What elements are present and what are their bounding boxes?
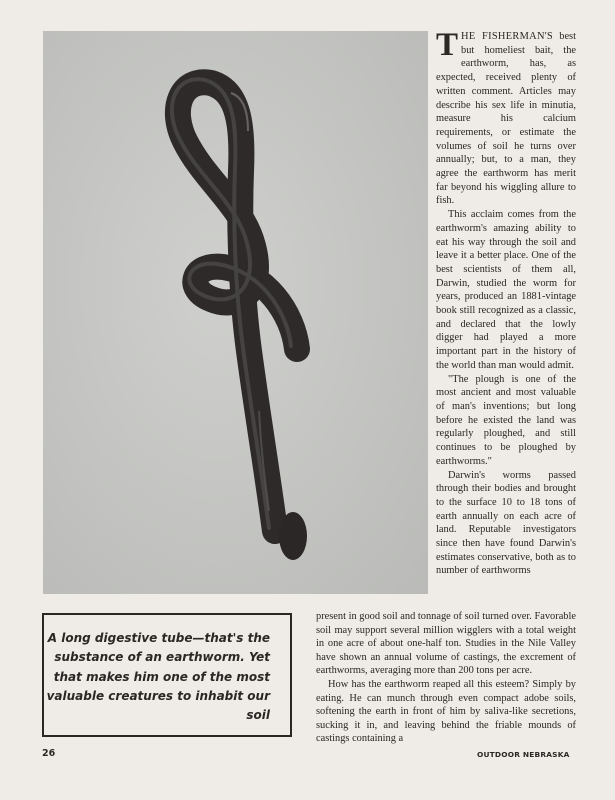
article-paragraph-4-bottom: present in good soil and tonnage of soil turned over. Favorable soil may support several million wigglers with a total weight in one acre of about one-half ton. Studies in the Nile Valley have shown an annual volume of castings, the excrement of earthworms, averaging more than 200 tons per acre. bbox=[316, 611, 576, 677]
article-paragraph-5: How has the earthworm reaped all this esteem? Simply by eating. He can munch through even compact adobe soils, softening the earth in front of him by saliva-like secretions, sucking it in, and leaving behind the friable mounds of castings containing a bbox=[316, 678, 576, 745]
article-paragraph-3: "The plough is one of the most ancient and most valuable of man's inventions; but long before he existed the land was regularly ploughed, and still continues to be ploughed by earthworms." bbox=[436, 373, 576, 467]
article-paragraph-4-top: Darwin's worms passed through their bodies and brought to the surface 10 to 18 tons of earth annually on each acre of land. Reputable investigators since then have found Darwin's estimates conservative, both as to number of earthworms bbox=[436, 469, 576, 577]
magazine-title: OUTDOOR NEBRASKA bbox=[477, 750, 570, 759]
article-paragraph-2: This acclaim comes from the earthworm's amazing ability to eat his way through the soil and leave it a better place. One of the best scientists of them all, Darwin, studied the worm for years, produced an 1881-vintage book still recognized as a classic, and declared that the lowly digger had played a more important part in the history of the world than man would admit. bbox=[436, 209, 576, 371]
drop-cap: T bbox=[436, 27, 459, 63]
paragraph-1-rest: best but homeliest bait, the earthworm, has, as expected, received plenty of written comment. Articles may describe his sex life in minutia, measure his calcium requirements, or estimate the volumes of soil he turns over annually; but, to a man, they agree the earthworm has merit far beyond his wiggling allure to fish. bbox=[436, 31, 576, 207]
article-column-right bbox=[436, 27, 576, 578]
earthworm-photo bbox=[43, 31, 428, 594]
photo-caption: A long digestive tube—that's the substance of an earthworm. Yet that makes him one of the most valuable creatures to inhabit our soil bbox=[46, 631, 270, 723]
caption-box bbox=[42, 613, 292, 737]
earthworm-illustration bbox=[43, 31, 428, 594]
article-paragraph-1 bbox=[436, 27, 576, 208]
article-column-bottom bbox=[316, 610, 576, 746]
lead-caps: HE FISHERMAN'S bbox=[461, 31, 554, 42]
page-number: 26 bbox=[42, 748, 56, 759]
